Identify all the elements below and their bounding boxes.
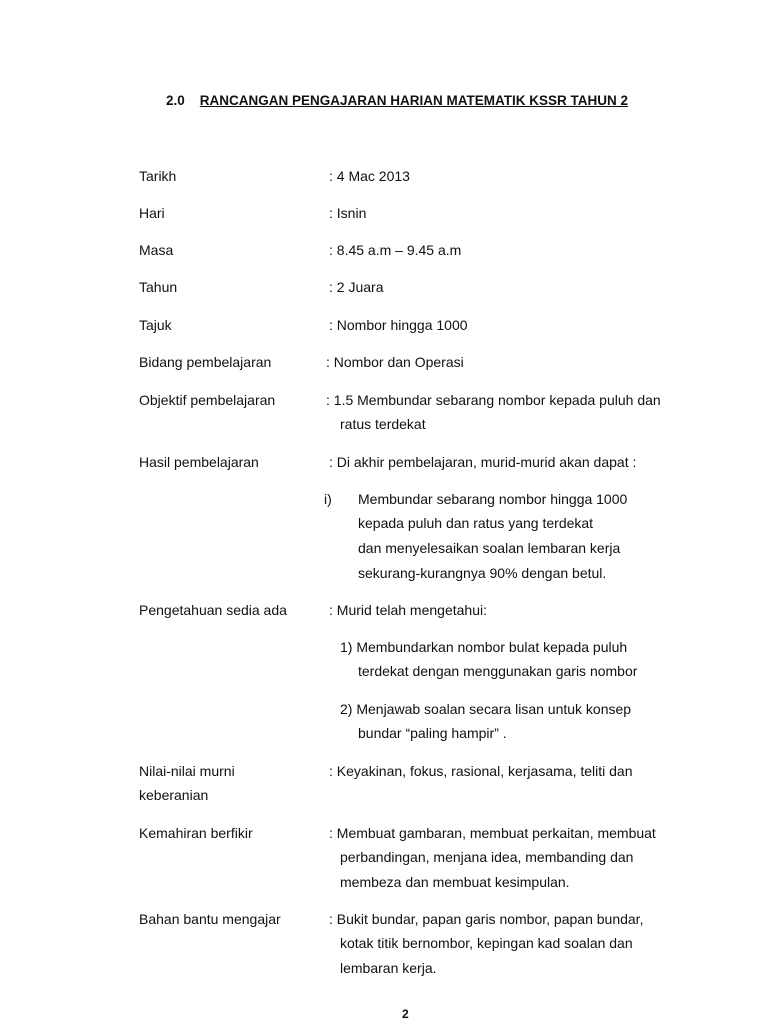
value-masa: : 8.45 a.m – 9.45 a.m	[329, 242, 462, 258]
value-kemahiran-line: membeza dan membuat kesimpulan.	[340, 874, 570, 890]
hasil-item-line: Membundar sebarang nombor hingga 1000	[358, 491, 628, 507]
pengetahuan-item-line: terdekat dengan menggunakan garis nombor	[358, 663, 638, 679]
value-hasil: : Di akhir pembelajaran, murid-murid akan dapat :	[329, 454, 637, 470]
value-bahan-line: lembaran kerja.	[340, 960, 437, 976]
value-bahan-line: : Bukit bundar, papan garis nombor, papan bundar,	[329, 911, 644, 927]
heading-title: RANCANGAN PENGAJARAN HARIAN MATEMATIK KSSR TAHUN 2	[199, 93, 629, 108]
hasil-item-line: kepada puluh dan ratus yang terdekat	[358, 515, 594, 531]
pengetahuan-item-line: 2) Menjawab soalan secara lisan untuk konsep	[340, 701, 632, 717]
value-tarikh: : 4 Mac 2013	[329, 168, 410, 184]
label-tarikh: Tarikh	[139, 168, 177, 184]
label-hari: Hari	[139, 205, 165, 221]
hasil-item-line: dan menyelesaikan soalan lembaran kerja	[358, 540, 621, 556]
label-objektif: Objektif pembelajaran	[139, 392, 276, 408]
label-bidang: Bidang pembelajaran	[139, 354, 272, 370]
label-masa: Masa	[139, 242, 174, 258]
document-heading	[166, 92, 628, 110]
label-hasil: Hasil pembelajaran	[139, 454, 259, 470]
value-nilai: : Keyakinan, fokus, rasional, kerjasama, teliti dan	[329, 763, 633, 779]
value-tajuk: : Nombor hingga 1000	[329, 317, 468, 333]
page-number: 2	[402, 1007, 409, 1021]
value-bahan-line: kotak titik bernombor, kepingan kad soalan dan	[340, 935, 633, 951]
label-nilai-cont: keberanian	[139, 787, 209, 803]
pengetahuan-item-line: 1) Membundarkan nombor bulat kepada puluh	[340, 639, 628, 655]
label-kemahiran: Kemahiran berfikir	[139, 825, 253, 841]
value-tahun: : 2 Juara	[329, 279, 384, 295]
label-tahun: Tahun	[139, 279, 178, 295]
label-tajuk: Tajuk	[139, 317, 172, 333]
value-hari: : Isnin	[329, 205, 367, 221]
label-pengetahuan: Pengetahuan sedia ada	[139, 602, 287, 618]
value-kemahiran-line: perbandingan, menjana idea, membanding dan	[340, 849, 634, 865]
value-bidang: : Nombor dan Operasi	[326, 354, 464, 370]
value-kemahiran-line: : Membuat gambaran, membuat perkaitan, membuat	[329, 825, 656, 841]
label-bahan: Bahan bantu mengajar	[139, 911, 281, 927]
list-marker: i)	[324, 491, 332, 507]
value-pengetahuan: : Murid telah mengetahui:	[329, 602, 487, 618]
heading-number: 2.0	[166, 93, 185, 108]
hasil-item-line: sekurang-kurangnya 90% dengan betul.	[358, 565, 607, 581]
label-nilai: Nilai-nilai murni	[139, 763, 235, 779]
value-objektif-line: : 1.5 Membundar sebarang nombor kepada puluh dan	[326, 392, 661, 408]
value-objektif-line: ratus terdekat	[340, 416, 426, 432]
pengetahuan-item-line: bundar “paling hampir” .	[358, 725, 507, 741]
